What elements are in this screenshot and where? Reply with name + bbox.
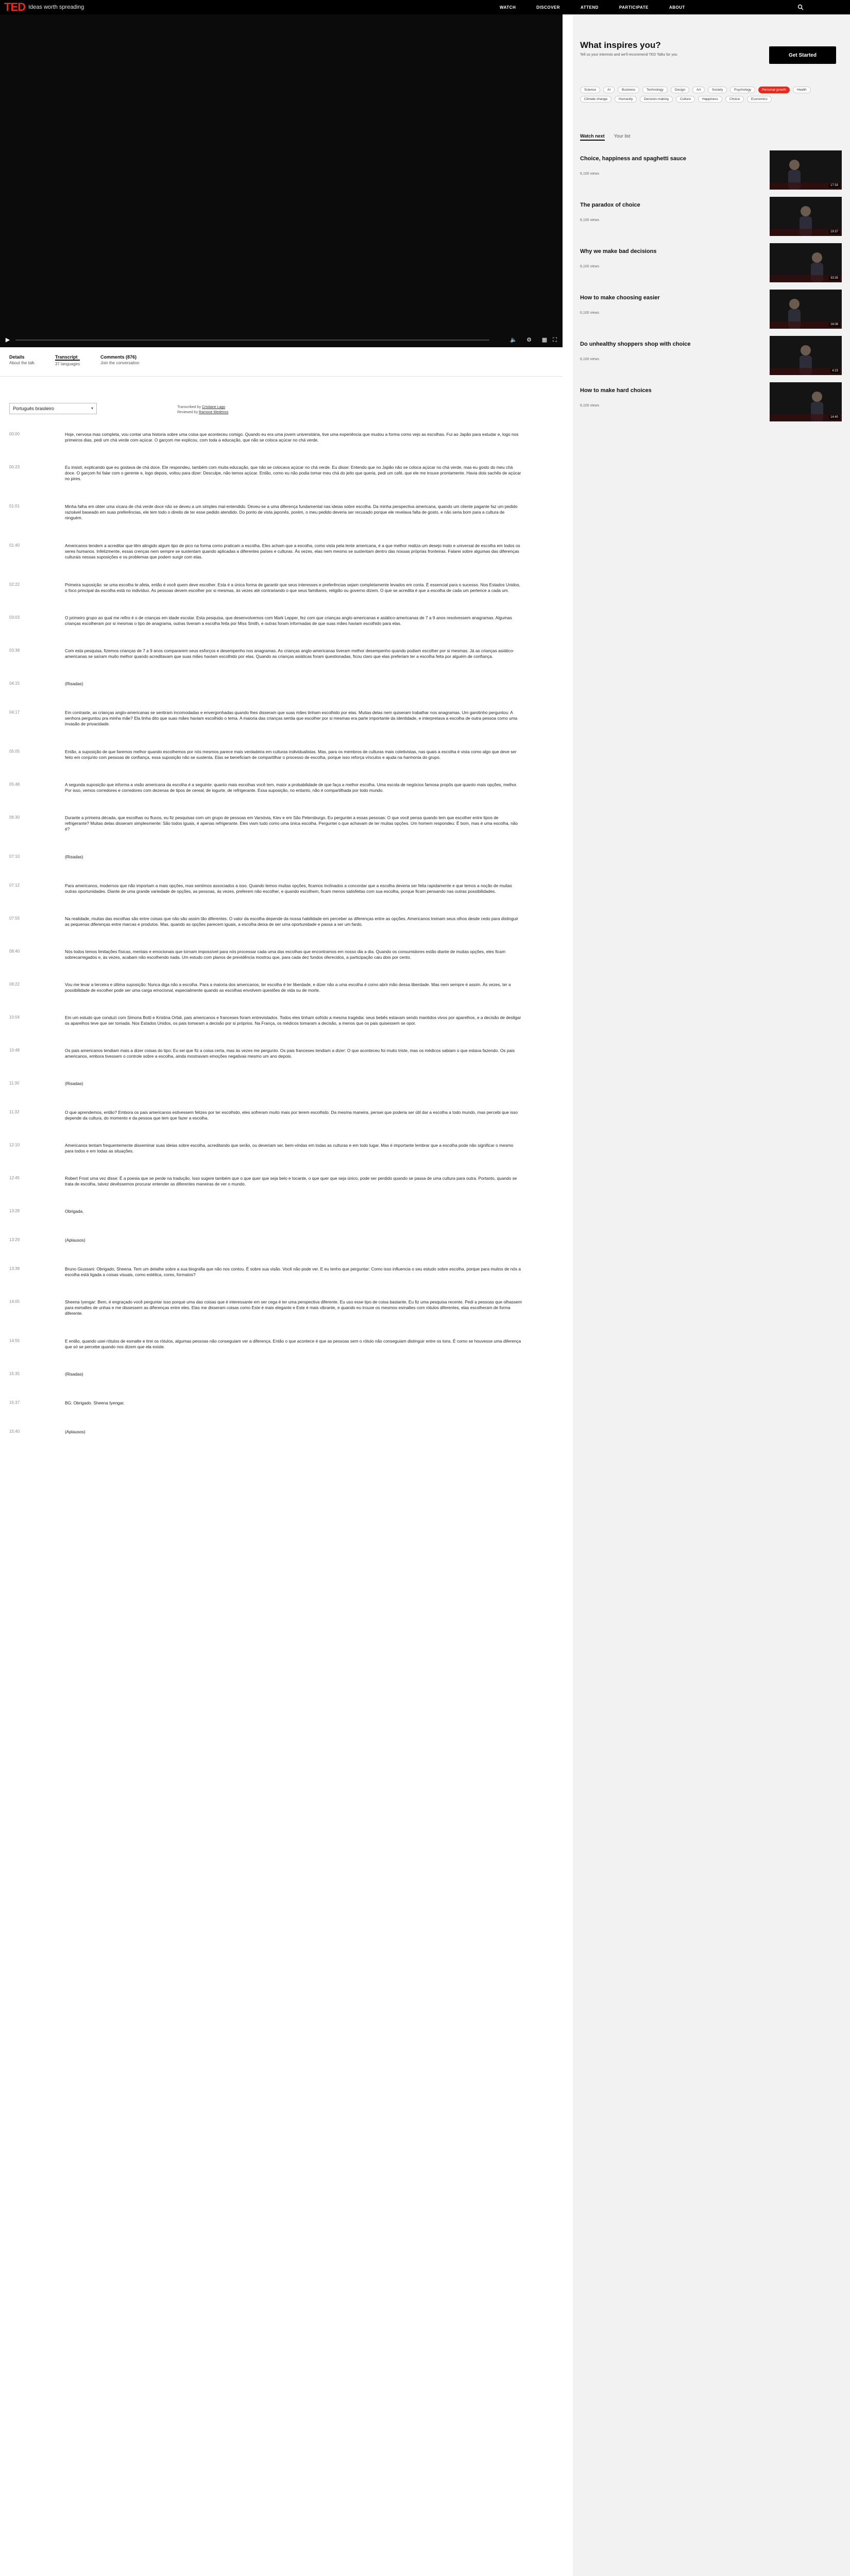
reviewer-link[interactable]: Ramone Medeiros xyxy=(199,411,229,414)
nav-links xyxy=(500,0,706,14)
tab-transcript-label: Transcript xyxy=(55,354,80,361)
tab-details[interactable] xyxy=(9,354,35,375)
transcript-paragraph[interactable] xyxy=(9,1048,560,1059)
recommendation-duration: 14:40 xyxy=(829,415,840,419)
search-icon[interactable] xyxy=(797,4,804,10)
transcribed-label: Transcribed by xyxy=(177,405,201,409)
transcript-credits xyxy=(177,405,228,415)
transcript-text: Em um estudo que conduzi com Simona Botti e Kristina Orfali, pais americanos e franceses foram entrevistados. Todos eles tinham sofrido a mesma tragédia: seus bebês estavam sendo mantidos vivos por aparelhos, e a decisão de desligar os aparelhos teve que ser tomada. Nos Estados Unidos, os pais tomaram a decisão por si próprios. Na França, os médicos tomaram a decisão, a menos que os pais quisessem se opor. xyxy=(65,1015,521,1026)
recommendation-views: 6,100 views xyxy=(580,172,599,176)
recommendation-title: How to make hard choices xyxy=(580,387,652,394)
transcript-paragraph[interactable] xyxy=(9,1176,560,1187)
recommendation-thumbnail[interactable] xyxy=(770,382,842,421)
timestamp[interactable]: 11:32 xyxy=(9,1110,20,1114)
transcript-paragraph[interactable] xyxy=(9,432,560,443)
transcript-paragraph[interactable] xyxy=(9,1371,560,1379)
transcript-text: Com esta pesquisa, fizemos crianças de 7 a 9 anos compararem seus esforços e desempenho nos anagramas. As crianças anglo-americanas tiveram melhor desempenho quando podiam escolher por si mesmas. Já as crianças asiático-americanas se saíram muito melhor quando acreditavam que suas mães haviam escolhido por elas. Quando as crianças asiáticas foram questionadas, ficou claro que elas preferiam ter a escolha feita por alguém de confiança. xyxy=(65,648,515,659)
transcript-text: O primeiro grupo ao qual me refiro é o de crianças em idade escolar. Esta pesquisa, que desenvolvemos com Mark Lepper, fez com que crianças anglo-americanas e asiático-americanas de 7 a 9 anos resolvessem anagramas. Algumas crianças escolheram por si mesmas o tipo de anagrama, outras tiveram a escolha feita por Miss Smith, e outras foram informadas de que suas mães haviam escolhido para elas. xyxy=(65,615,512,626)
transcript-paragraph[interactable] xyxy=(9,1110,560,1121)
nav-link-attend[interactable]: ATTEND xyxy=(581,5,599,10)
interest-tag[interactable]: Art xyxy=(692,87,705,93)
recommendation-views: 6,100 views xyxy=(580,311,599,315)
transcript-paragraph[interactable] xyxy=(9,465,560,482)
nav-link-watch[interactable]: WATCH xyxy=(500,5,516,10)
transcript-text: (Risadas) xyxy=(65,1371,83,1377)
transcript-paragraph[interactable] xyxy=(9,504,560,521)
transcript-paragraph[interactable] xyxy=(9,1429,560,1436)
transcript-text: Primeira suposição: se uma escolha te afeta, então é você quem deve escolher. Esta é a única forma de garantir que seus interesses e preferências sejam completamente levados em conta. É essencial para o sucesso. Nos Estados Unidos, o foco principal da escolha está no indivíduo. As pessoas devem escolher por si mesmas, às vezes até contrariando o que seus familiares, religião ou governo dizem. O que se acredita é que a escolha de cada um pertence a cada um. xyxy=(65,582,521,594)
volume-icon[interactable]: 🔈 xyxy=(510,337,517,343)
recommendation-views: 6,100 views xyxy=(580,265,599,268)
interest-tag[interactable]: Choice xyxy=(725,96,744,103)
sidebar xyxy=(573,14,850,2576)
transcript-paragraph[interactable] xyxy=(9,782,560,793)
transcript-text: Na realidade, muitas das escolhas são entre coisas que não são assim tão diferentes. O valor da escolha depende da nossa habilidade em perceber as diferenças entre as opções. Americanos treinam seus olhos desde cedo para distinguir as pequenas diferenças entre marcas e produtos. Mas, quando as opções parecem iguais, a escolha deixa de ser uma oportunidade e passa a ser um fardo. xyxy=(65,916,518,927)
timestamp[interactable]: 14:05 xyxy=(9,1299,20,1304)
timestamp[interactable]: 13:38 xyxy=(9,1266,20,1271)
interest-tag[interactable]: Health xyxy=(793,87,811,93)
transcript-paragraph[interactable] xyxy=(9,1081,560,1088)
recommendation-title: How to make choosing easier xyxy=(580,295,660,301)
transcript-paragraph[interactable] xyxy=(9,1400,560,1408)
transcript-paragraph[interactable] xyxy=(9,1015,560,1026)
recommendation-title: Do unhealthy shoppers shop with choice xyxy=(580,341,691,347)
video-controls xyxy=(0,333,563,347)
transcript-text: (Risadas) xyxy=(65,681,83,686)
recommendation-thumbnail[interactable] xyxy=(770,336,842,375)
recommendation-duration: 4:23 xyxy=(830,369,840,373)
transcript-paragraph[interactable] xyxy=(9,1266,560,1278)
recommendation-thumbnail[interactable] xyxy=(770,150,842,190)
transcript-text: A segunda suposição que informa a visão americana da escolha é a seguinte: quanto mais escolhas você tem, maior a probabilidade de que faça a melhor escolha. Uma escola de negócios famosa propôs que quanto mais opções, melhor. Por isso, vemos corredores e corredores com dezenas de tipos de cereal, de iogurte, de refrigerante. Essa suposição, no entanto, não é compartilhada por todo mundo. xyxy=(65,782,518,793)
recommendation-thumbnail[interactable] xyxy=(770,290,842,329)
captions-icon[interactable]: ▦ xyxy=(541,337,548,343)
interest-tag[interactable]: Science xyxy=(580,87,600,93)
recommendation-item[interactable] xyxy=(580,381,843,419)
tab-comments-label: Comments (876) xyxy=(100,354,137,360)
transcript-paragraph[interactable] xyxy=(9,1238,560,1245)
transcript-text: (Aplausos) xyxy=(65,1238,86,1243)
timestamp[interactable]: 06:30 xyxy=(9,815,20,820)
transcript-text: Minha falha em obter uma xícara de chá verde doce não se deveu a um simples mal-entendido. Deveu-se a uma diferença fundamental nas ideias sobre escolha. Da minha perspectiva americana, quando um cliente pagante faz um pedido razoável baseado em suas preferências, ele tem todo o direito de ter esse pedido atendido. Do ponto de vista japonês, porém, o meu pedido deveria ser recusado porque ele revelava falta de gosto, e não seria bom para a cultura de ninguém. xyxy=(65,504,518,521)
transcript-paragraph[interactable] xyxy=(9,582,560,594)
interest-tag[interactable]: AI xyxy=(603,87,615,93)
timestamp[interactable]: 07:10 xyxy=(9,854,20,859)
timestamp[interactable]: 15:35 xyxy=(9,1371,20,1376)
fullscreen-icon[interactable]: ⛶ xyxy=(553,337,557,343)
transcript-paragraph[interactable] xyxy=(9,749,560,760)
transcript-paragraph[interactable] xyxy=(9,710,560,727)
transcript-text: Bruno Giussani: Obrigado, Sheena. Tem um detalhe sobre a sua biografia que não nos contou. É sobre sua visão. Você não pode ver. E eu tenho que perguntar: Como isso influencia o seu estudo sobre escolha, porque para muitos de nós a escolha está ligada a coisas visuais, como estética, cores, formatos? xyxy=(65,1266,521,1278)
nav-link-participate[interactable]: PARTICIPATE xyxy=(619,5,649,10)
transcript-paragraph[interactable] xyxy=(9,543,560,561)
tab-comments-sub: Join the conversation xyxy=(100,361,140,365)
interest-tag[interactable]: Decision-making xyxy=(640,96,673,103)
transcriber-link[interactable]: Cristiane Lago xyxy=(202,405,226,409)
progress-bar[interactable] xyxy=(15,340,489,341)
interest-tag[interactable]: Economics xyxy=(747,96,772,103)
transcript-paragraph[interactable] xyxy=(9,1209,560,1216)
transcript-text: Eu insisti, explicando que eu gostava de chá doce. Ele respondeu, também com muita educação, que não se colocava açúcar no chá verde. Eu disse: Entendo que no Japão não se coloca açúcar no chá verde, mas eu gosto do meu chá doce. O garçom foi falar com o gerente e, logo depois, voltou para dizer: Desculpe, não temos açúcar. Então, como eu não podia tomar meu chá do jeito que queria, pedi um café, que ele me trouxe prontamente. Havia dois sachês de açúcar no pires. xyxy=(65,465,521,482)
transcript-text: Americanos tendem a acreditar que têm atingido algum tipo de pico na forma como praticam a escolha. Eles acham que a escolha, como vista pela lente americana, é a que melhor realiza um desejo inato e universal de escolha em todos os seres humanos. Infelizmente, essas crenças nem sempre se sustentam quando aplicadas a diferentes países e culturas. Às vezes, elas nem mesmo se sustentam dentro das nossas próprias fronteiras. Falarei sobre algumas das diferenças culturais nessas suposições e os problemas que podem surgir com elas. xyxy=(65,543,520,560)
recommendation-item[interactable] xyxy=(580,149,843,188)
transcript-text: Vou me levar a terceira e última suposição: Nunca diga não a escolha. Para a maioria dos americanos, ter escolha é ter liberdade, e dizer não a uma escolha é como abrir mão dessa liberdade. Mas nem sempre é assim. Às vezes, ter a possibilidade de escolher pode ser uma carga emocional, especialmente quando as escolhas envolvem questões de vida ou de morte. xyxy=(65,982,511,993)
ted-logo[interactable] xyxy=(4,1,84,14)
timestamp[interactable]: 00:23 xyxy=(9,465,20,469)
interest-tag[interactable]: Society xyxy=(708,87,727,93)
video-player[interactable] xyxy=(0,14,563,347)
recommendation-duration: 16:08 xyxy=(829,323,840,327)
transcript-paragraph[interactable] xyxy=(9,615,560,626)
interest-tag[interactable]: Climate change xyxy=(580,96,611,103)
recommendation-item[interactable] xyxy=(580,242,843,280)
play-icon[interactable]: ▶ xyxy=(5,337,10,343)
interest-tag[interactable]: Psychology xyxy=(730,87,755,93)
timestamp[interactable]: 12:10 xyxy=(9,1143,20,1147)
timestamp[interactable]: 01:01 xyxy=(9,504,20,509)
timestamp[interactable]: 15:40 xyxy=(9,1429,20,1434)
transcript-text: BG: Obrigado. Sheena Iyengar. xyxy=(65,1400,125,1405)
watch-tabs xyxy=(580,133,639,141)
tab-watch-next[interactable]: Watch next xyxy=(580,133,605,141)
timestamp[interactable]: 11:30 xyxy=(9,1081,20,1086)
transcript-paragraph[interactable] xyxy=(9,648,560,659)
chevron-down-icon: ▾ xyxy=(91,406,93,411)
recommendation-duration: 19:37 xyxy=(829,230,840,234)
transcript-paragraph[interactable] xyxy=(9,1143,560,1154)
interest-tag[interactable]: Business xyxy=(618,87,639,93)
talk-tabs xyxy=(9,354,560,375)
transcript-paragraph[interactable] xyxy=(9,883,560,894)
transcript-text: (Risadas) xyxy=(65,1081,83,1086)
transcript-paragraph[interactable] xyxy=(9,982,560,993)
timestamp[interactable]: 03:38 xyxy=(9,648,20,653)
timestamp[interactable]: 04:17 xyxy=(9,710,20,715)
transcript-paragraph[interactable] xyxy=(9,681,560,688)
recommendation-item[interactable] xyxy=(580,335,843,373)
timestamp[interactable]: 07:12 xyxy=(9,883,20,888)
ted-logo-text: TED xyxy=(4,1,25,13)
timestamp[interactable]: 00:00 xyxy=(9,432,20,436)
interest-tag[interactable]: Culture xyxy=(676,96,695,103)
transcript-paragraph[interactable] xyxy=(9,949,560,960)
transcript-text: Robert Frost uma vez disse: É a poesia que se perde na tradução. Isso sugere também que o que quer que seja belo e tocante, o que quer que seja único, pode ser perdido quando se passa de uma cultura para outra. Portanto, quando se trata de escolha, talvez devêssemos procurar entender as diferentes maneiras de ver o mundo. xyxy=(65,1176,517,1187)
timestamp[interactable]: 10:48 xyxy=(9,1048,20,1053)
recommendation-views: 6,100 views xyxy=(580,218,599,222)
language-select[interactable] xyxy=(9,403,97,414)
tab-transcript-sub: 37 languages xyxy=(55,362,80,366)
recommendation-title: The paradox of choice xyxy=(580,202,640,208)
transcript-text: Americanos tentam frequentemente disseminar suas ideias sobre escolha, acreditando que serão, ou deveriam ser, bem-vindas em todas as culturas e em todo lugar. Mas é importante lembrar que a escolha pode não significar o mesmo para todos e em todas as situações. xyxy=(65,1143,514,1154)
tab-your-list[interactable]: Your list xyxy=(614,133,631,139)
transcript-text: Obrigada. xyxy=(65,1209,84,1214)
timestamp[interactable]: 03:03 xyxy=(9,615,20,620)
timestamp[interactable]: 02:22 xyxy=(9,582,20,587)
transcript-text: Durante a primeira década, que escolhas ou fluxos, eu fiz pesquisas com um grupo de pessoas em Varsóvia, Kiev e em São Petersburgo. Eu perguntei a essas pessoas: O que você pensa quando tem que escolher entre tipos de refrigerante? Muitas delas disseram simplesmente: São todos iguais, é apenas refrigerante. Eles viam tudo como uma única escolha. Perguntei o que achavam de ter muitas opções. Um homem respondeu: É bom, mas é uma escolha, não é? xyxy=(65,815,518,832)
timestamp[interactable]: 14:55 xyxy=(9,1338,20,1343)
timestamp[interactable]: 07:55 xyxy=(9,916,20,921)
timestamp[interactable]: 08:40 xyxy=(9,949,20,954)
transcript-paragraph[interactable] xyxy=(9,916,560,927)
timestamp[interactable]: 10:04 xyxy=(9,1015,20,1020)
transcript-paragraph[interactable] xyxy=(9,854,560,861)
nav-link-discover[interactable]: DISCOVER xyxy=(536,5,560,10)
interest-tag[interactable]: Design xyxy=(671,87,689,93)
settings-icon[interactable]: ⚙ xyxy=(526,337,532,343)
transcript-paragraph[interactable] xyxy=(9,1338,560,1350)
recommendation-views: 6,100 views xyxy=(580,358,599,361)
recommendation-item[interactable] xyxy=(580,289,843,327)
inspire-heading: What inspires you? xyxy=(580,40,661,50)
transcript-paragraph[interactable] xyxy=(9,815,560,833)
transcript-text: Hoje, nervosa mas completa, vou contar uma historia sobre uma coisa que aconteceu comigo. Quando eu era uma jovem universitária, tive uma experiência que mudou a forma como vejo as escolhas. Fui ao Japão para estudar e, logo nos primeiros dias, pedi um chá verde com açúcar. O garçom me explicou, com toda a educação, que não se coloca açúcar no chá verde. xyxy=(65,432,519,443)
transcript-paragraph[interactable] xyxy=(9,1299,560,1317)
timestamp[interactable]: 05:05 xyxy=(9,749,20,754)
tab-transcript[interactable] xyxy=(55,354,80,375)
recommendation-views: 6,100 views xyxy=(580,404,599,408)
divider xyxy=(0,376,563,377)
recommendation-title: Why we make bad decisions xyxy=(580,248,657,255)
transcript-text: (Aplausos) xyxy=(65,1429,86,1434)
transcript-text: Então, a suposição de que faremos melhor quando escolhemos por nós mesmos parece mais verdadeira em culturas individualistas. Mas, para os membros de culturas mais coletivistas, nas quais a escolha é vista como algo que deve ser feito em conjunto com pessoas de confiança, essa suposição não se sustenta. Elas se beneficiam de compartilhar o processo de escolha, porque isso reforça vínculos e ajuda na harmonia do grupo. xyxy=(65,749,517,760)
interest-tag[interactable]: Personal growth xyxy=(758,87,790,93)
recommendation-duration: 33:35 xyxy=(829,276,840,280)
transcript-text: Para americanos, modernos que não importam a mais opções, mas sentimos associados a isso. Quando temos muitas opções, ficamos inclinados a concordar que a escolha deveria ser feita rapidamente e que temos a noção de muitas outras oportunidades. Diante de uma grande variedade de opções, as pessoas, às vezes, preferem não escolher, e quando escolhem, ficam menos satisfeitas com sua escolha, porque ficam pensando nas outras possibilidades. xyxy=(65,883,512,894)
timestamp[interactable]: 04:15 xyxy=(9,681,20,686)
interest-tag[interactable]: Humanity xyxy=(615,96,637,103)
nav-link-about[interactable]: ABOUT xyxy=(669,5,685,10)
timestamp[interactable]: 15:37 xyxy=(9,1400,20,1405)
tab-details-label: Details xyxy=(9,354,25,360)
tab-comments[interactable] xyxy=(100,354,140,375)
timestamp[interactable]: 09:22 xyxy=(9,982,20,987)
timestamp[interactable]: 01:40 xyxy=(9,543,20,548)
timestamp[interactable]: 13:28 xyxy=(9,1209,20,1213)
transcript-text: O que aprendemos, então? Embora os pais americanos estivessem felizes por ter escolhido, eles sofreram muito mais por terem escolhido. Da mesma maneira, pensei que poderia ser útil dar a escolha a todo mundo, mas percebi que isso depende da cultura, do momento e da pessoa que tem que fazer a escolha. xyxy=(65,1110,518,1121)
transcript-text: Em contraste, as crianças anglo-americanas se sentiram incomodadas e envergonhadas quando lhes disseram que suas mães tinham escolhido por elas. Muitas delas nem quiseram trabalhar nos anagramas. Um garotinho perguntou: A senhora perguntou pra minha mãe? Ela tinha dito que suas mães haviam escolhido o tema. A maioria das crianças sentia que escolher por si mesmas era parte importante da identidade, e interpretava a escolha de outra pessoa como uma invasão de privacidade. xyxy=(65,710,518,727)
language-select-value: Português brasileiro xyxy=(13,406,55,411)
timestamp[interactable]: 13:29 xyxy=(9,1238,20,1242)
timestamp[interactable]: 12:45 xyxy=(9,1176,20,1180)
recommendation-title: Choice, happiness and spaghetti sauce xyxy=(580,156,686,162)
recommendation-item[interactable] xyxy=(580,196,843,234)
timestamp[interactable]: 05:48 xyxy=(9,782,20,787)
transcript-text: Os pais americanos tendiam mais a dizer coisas do tipo: Eu sei que fiz a coisa certa, mas às vezes me pergunto. Os pais franceses tendiam a dizer: O que aconteceu foi muito triste, mas os médicos sabiam o que estava fazendo. Os pais americanos, embora tivessem o controle sobre a escolha, ainda mostravam emoções negativas mesmo um ano depois. xyxy=(65,1048,515,1059)
transcript-text: Sheena Iyengar: Bem, é engraçado você perguntar isso porque uma das coisas que é interessante em ser cega é ter uma perspectiva diferente. Eu uso esse tipo de coisa bastante. Eu fiz uma pesquisa recente. Pedi a pessoas que olhassem para esmaltes de unhas e me dissessem as diferenças entre eles. Elas me disseram coisas como Este é mais elegante e Este é mais vibrante, e quando eu trouxe os mesmos esmaltes com rótulos diferentes, elas escolheram de forma diferente. xyxy=(65,1299,522,1316)
tab-details-sub: About the talk xyxy=(9,361,35,365)
transcript-text: E então, quando usei rótulos de esmalte e tirei os rótulos, algumas pessoas não conseguiam ver a diferença. Então o que acontece é que as pessoas sem o rótulo não conseguiam distinguir entre os tons. É como se houvesse uma diferença que só se percebe quando nos dizem que ela existe. xyxy=(65,1338,521,1350)
recommendation-thumbnail[interactable] xyxy=(770,197,842,236)
top-nav xyxy=(0,0,850,14)
inspire-subtext: Tell us your interests and we'll recommend TED Talks for you xyxy=(580,53,677,57)
tagline: Ideas worth spreading xyxy=(28,4,84,10)
transcript-text: Nós todos temos limitações físicas, mentais e emocionais que tornam impossível para nós processar cada uma das escolhas que encontramos em nosso dia a dia. Quando os consumidores estão diante de muitas opções, eles ficam sobrecarregados e, às vezes, acabam não escolhendo nada. Um estudo com planos de previdência mostrou que, para cada dez fundos oferecidos, a participação caiu dois por cento. xyxy=(65,949,506,960)
transcript-text: (Risadas) xyxy=(65,854,83,859)
interest-tag[interactable]: Technology xyxy=(642,87,668,93)
recommendation-duration: 17:33 xyxy=(829,183,840,188)
reviewed-label: Reviewed by xyxy=(177,411,198,414)
recommendation-thumbnail[interactable] xyxy=(770,243,842,282)
interest-tag[interactable]: Happiness xyxy=(698,96,722,103)
get-started-button[interactable]: Get Started xyxy=(769,46,836,64)
